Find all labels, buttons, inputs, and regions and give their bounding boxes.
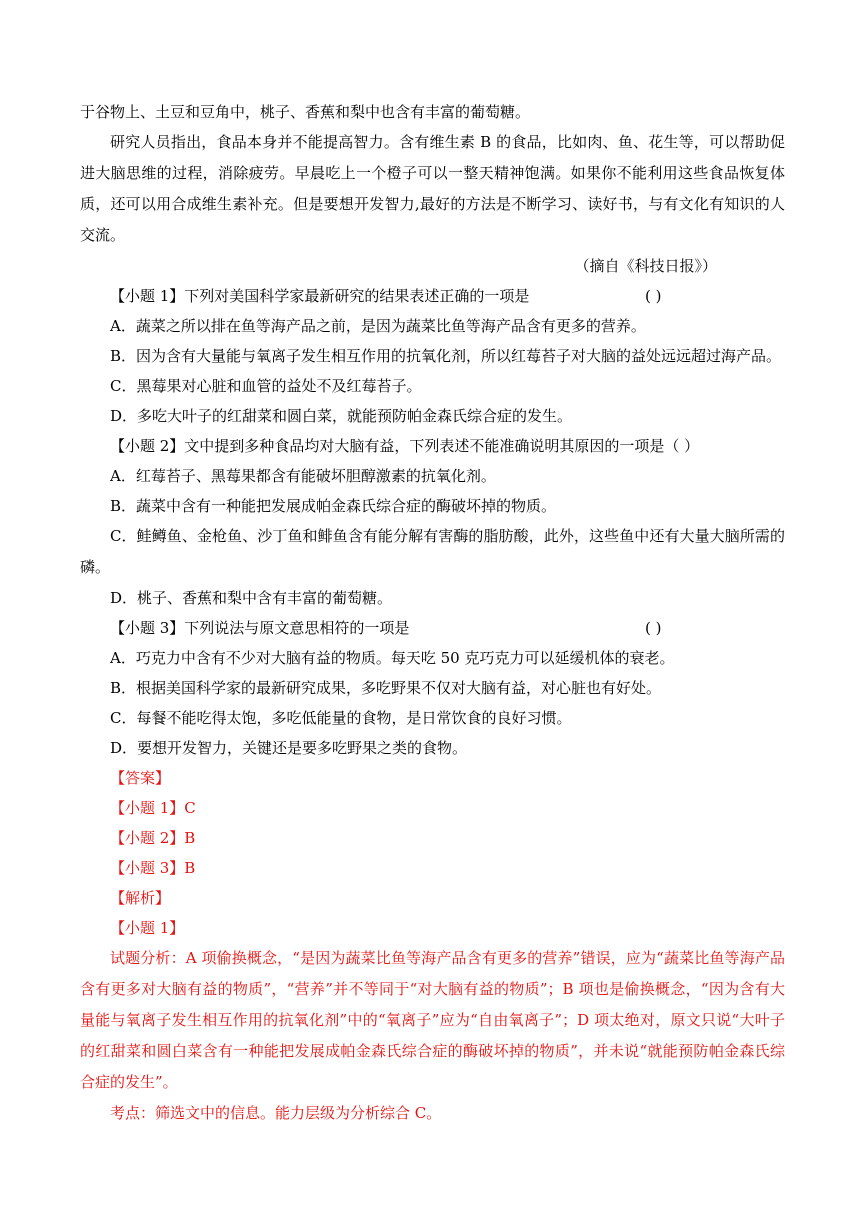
- question-3-stem: [80, 613, 785, 643]
- question-2-option-d: D．桃子、香蕉和梨中含有丰富的葡萄糖。: [110, 589, 393, 607]
- question-2-option-a: A．红莓苔子、黑莓果都含有能破坏胆醇激素的抗氧化剂。: [110, 467, 496, 485]
- passage-paragraph-1: 研究人员指出，食品本身并不能提高智力。含有维生素 B 的食品，比如肉、鱼、花生等，可以帮助促进大脑思维的过程，消除疲劳。早晨吃上一个橙子可以一整天精神饱满。如果你不能利用这些食品恢复体质，还可以用合成维生素补充。但是要想开发智力,最好的方法是不断学习、读好书，与有文化有知识的人交流。: [80, 133, 785, 244]
- question-2-option-b: B．蔬菜中含有一种能把发展成帕金森氏综合症的酶破坏掉的物质。: [110, 497, 557, 515]
- analysis-body: 试题分析：A 项偷换概念，“是因为蔬菜比鱼等海产品含有更多的营养”错误，应为“蔬菜比鱼等海产品含有更多对大脑有益的物质”，“营养”并不等同于“对大脑有益的物质”；B 项也是偷换概念，“因为含有大量能与氧离子发生相互作用的抗氧化剂”中的“氧离子”应为“自由氧离子”；D 项太绝对，原文只说“大叶子的红甜菜和圆白菜含有一种能把发展成帕金森氏综合症的酶破坏掉的物质”，并未说“就能预防帕金森氏综合症的发生”。: [80, 949, 785, 1091]
- question-3-answer-blank: ( ): [645, 619, 662, 637]
- question-1-option-d: D．多吃大叶子的红甜菜和圆白菜，就能预防帕金森氏综合症的发生。: [110, 407, 573, 425]
- question-1-answer-blank: ( ): [645, 287, 662, 305]
- question-1-text: 【小题 1】下列对美国科学家最新研究的结果表述正确的一项是: [110, 287, 530, 305]
- question-3-text: 【小题 3】下列说法与原文意思相符的一项是: [110, 619, 410, 637]
- answer-item-2: 【小题 2】B: [110, 829, 196, 847]
- analysis-heading: 【解析】: [110, 889, 171, 907]
- question-2-option-c: C．鲑鳟鱼、金枪鱼、沙丁鱼和鲱鱼含有能分解有害酶的脂肪酸，此外，这些鱼中还有大量大脑所需的磷。: [80, 527, 785, 576]
- answer-heading: 【答案】: [110, 769, 171, 787]
- answer-item-1: 【小题 1】C: [110, 799, 196, 817]
- question-1-option-a: A．蔬菜之所以排在鱼等海产品之前，是因为蔬菜比鱼等海产品含有更多的营养。: [110, 317, 646, 335]
- question-3-option-a: A．巧克力中含有不少对大脑有益的物质。每天吃 50 克巧克力可以延缓机体的衰老。: [110, 649, 675, 667]
- source-citation: （摘自《科技日报》）: [574, 257, 717, 275]
- analysis-sub-heading: 【小题 1】: [110, 919, 185, 937]
- answer-item-3: 【小题 3】B: [110, 859, 196, 877]
- document-page: [80, 97, 785, 1128]
- question-1-stem: [80, 281, 785, 311]
- question-1-option-c: C．黑莓果对心脏和血管的益处不及红莓苔子。: [110, 377, 422, 395]
- analysis-point: 考点：筛选文中的信息。能力层级为分析综合 C。: [110, 1104, 442, 1122]
- passage-paragraph-0: 于谷物上、土豆和豆角中，桃子、香蕉和梨中也含有丰富的葡萄糖。: [80, 103, 531, 121]
- question-1-option-b: B．因为含有大量能与氧离子发生相互作用的抗氧化剂，所以红莓苔子对大脑的益处远远超过海产品。: [110, 347, 782, 365]
- question-2-stem: 【小题 2】文中提到多种食品均对大脑有益，下列表述不能准确说明其原因的一项是（ ）: [110, 437, 700, 455]
- question-3-option-d: D．要想开发智力，关键还是要多吃野果之类的食物。: [110, 739, 468, 757]
- question-3-option-c: C．每餐不能吃得太饱，多吃低能量的食物，是日常饮食的良好习惯。: [110, 709, 572, 727]
- question-3-option-b: B．根据美国科学家的最新研究成果，多吃野果不仅对大脑有益，对心脏也有好处。: [110, 679, 662, 697]
